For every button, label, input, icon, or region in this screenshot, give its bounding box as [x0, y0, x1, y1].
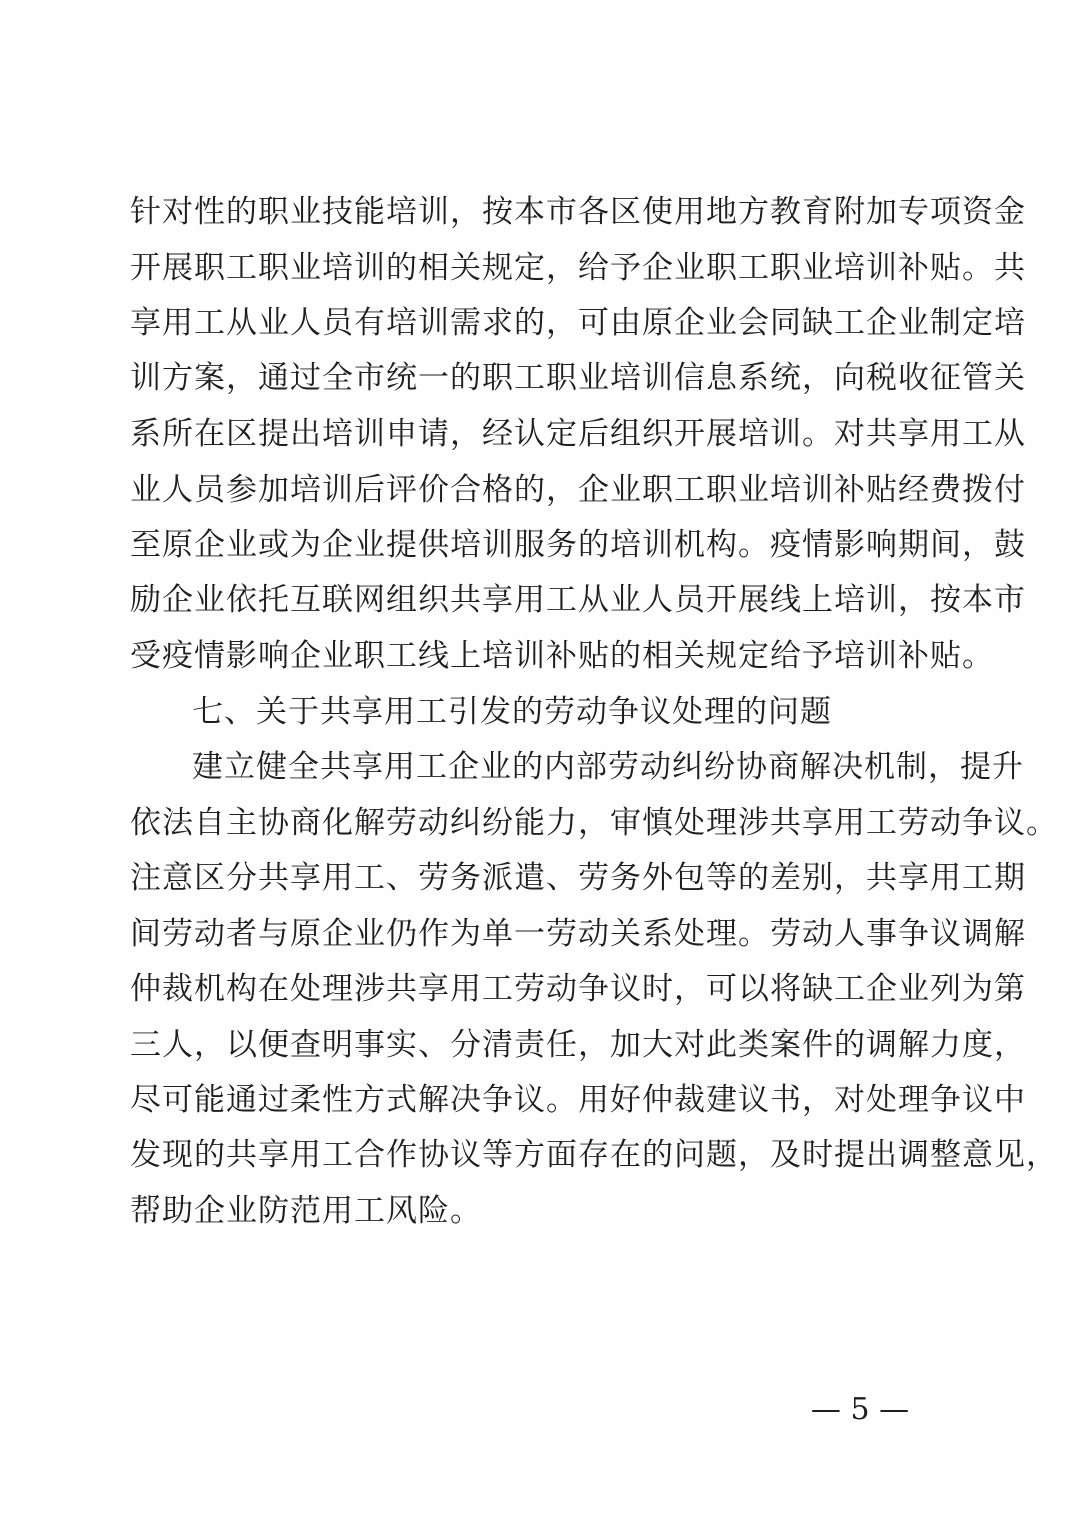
paragraph-6-line-5: 系所在区提出培训申请，经认定后组织开展培训。对共享用工从 — [130, 416, 1026, 452]
paragraph-7-line-9: 帮助企业防范用工风险。 — [130, 1193, 482, 1229]
paragraph-7-line-2: 依法自主协商化解劳动纠纷能力，审慎处理涉共享用工劳动争议。 — [130, 805, 1058, 841]
paragraph-6-line-7: 至原企业或为企业提供培训服务的培训机构。疫情影响期间，鼓 — [130, 527, 1026, 563]
page-number: — 5 — — [810, 1392, 910, 1427]
paragraph-7-line-5: 仲裁机构在处理涉共享用工劳动争议时，可以将缺工企业列为第 — [130, 971, 1026, 1007]
section-7-heading: 七、关于共享用工引发的劳动争议处理的问题 — [192, 694, 832, 730]
paragraph-6-line-3: 享用工从业人员有培训需求的，可由原企业会同缺工企业制定培 — [130, 305, 1026, 341]
paragraph-6-line-9: 受疫情影响企业职工线上培训补贴的相关规定给予培训补贴。 — [130, 638, 994, 674]
paragraph-7-line-7: 尽可能通过柔性方式解决争议。用好仲裁建议书，对处理争议中 — [130, 1082, 1026, 1118]
paragraph-6-line-6: 业人员参加培训后评价合格的，企业职工职业培训补贴经费拨付 — [130, 472, 1026, 508]
paragraph-6-line-1: 针对性的职业技能培训，按本市各区使用地方教育附加专项资金 — [130, 194, 1026, 230]
paragraph-7-line-1: 建立健全共享用工企业的内部劳动纠纷协商解决机制，提升 — [192, 749, 1024, 785]
paragraph-7-line-8: 发现的共享用工合作协议等方面存在的问题，及时提出调整意见， — [130, 1137, 1058, 1173]
paragraph-6-line-8: 励企业依托互联网组织共享用工从业人员开展线上培训，按本市 — [130, 582, 1026, 618]
paragraph-6-line-4: 训方案，通过全市统一的职工职业培训信息系统，向税收征管关 — [130, 360, 1026, 396]
paragraph-7-line-3: 注意区分共享用工、劳务派遣、劳务外包等的差别，共享用工期 — [130, 860, 1026, 896]
paragraph-7-line-4: 间劳动者与原企业仍作为单一劳动关系处理。劳动人事争议调解 — [130, 916, 1026, 952]
paragraph-7-line-6: 三人，以便查明事实、分清责任，加大对此类案件的调解力度， — [130, 1027, 1026, 1063]
paragraph-6-line-2: 开展职工职业培训的相关规定，给予企业职工职业培训补贴。共 — [130, 250, 1026, 286]
